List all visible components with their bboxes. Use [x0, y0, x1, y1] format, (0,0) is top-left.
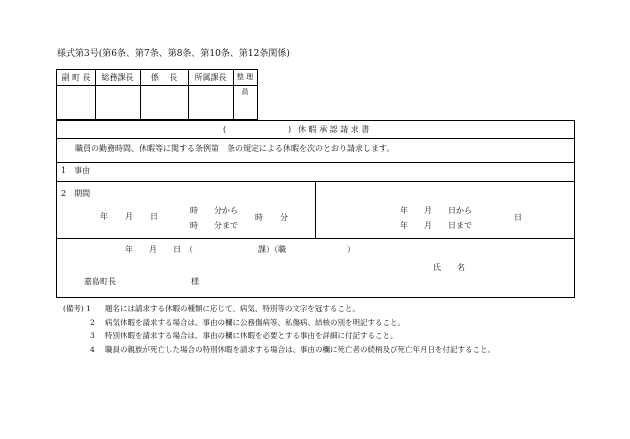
- period-year: 年: [100, 212, 108, 221]
- form-title: 休 暇 承 認 請 求 書: [298, 125, 370, 134]
- period-total-days: 日: [514, 213, 522, 222]
- title-close-paren: ): [288, 125, 292, 134]
- note-number: 3: [90, 331, 95, 340]
- form-divider: [56, 138, 575, 139]
- period-date-from: 年 月 日から: [400, 206, 472, 215]
- period-total-hours: 時: [255, 213, 263, 222]
- period-date-to: 年 月 日まで: [400, 221, 472, 230]
- signature-name-label: 氏 名: [433, 263, 465, 272]
- grid-divider: [57, 85, 257, 86]
- note-number: 2: [90, 318, 95, 327]
- period-time-to: 時 分まで: [190, 221, 238, 230]
- approval-header-clerk: 整 理 員: [236, 73, 254, 96]
- period-total-minutes: 分: [280, 213, 288, 222]
- note-number: 4: [90, 345, 95, 354]
- form-divider: [56, 238, 575, 239]
- period-day: 日: [150, 212, 158, 221]
- approval-grid: [56, 69, 258, 120]
- approval-header-deputy-mayor: 副 町 長: [61, 73, 91, 82]
- intro-text: 職員の勤務時間、休暇等に関する条例第 条の規定による休暇を次のとおり請求します。: [75, 144, 395, 153]
- period-label: 2 期間: [61, 189, 91, 198]
- period-divider: [315, 181, 316, 238]
- form-number: 様式第3号(第6条、第7条、第8条、第10条、第12条関係): [57, 49, 290, 59]
- note-item: 題名には請求する休暇の種類に応じて、病気、特別等の文字を冠すること。: [105, 304, 360, 313]
- note-item: 病気休暇を請求する場合は、事由の欄に公務傷病等、私傷病、結核の別を明記すること。: [105, 318, 405, 327]
- reason-label: 1 事由: [61, 166, 91, 175]
- period-month: 月: [125, 212, 133, 221]
- approval-header-chief: 係 長: [150, 73, 178, 82]
- note-item: 職員の親族が死亡した場合の特別休暇を請求する場合は、事由の欄に死亡者の続柄及び死亡年月日を付記すること。: [105, 345, 495, 354]
- approval-header-section-head: 所属課長: [194, 73, 227, 82]
- notes-heading: (備考) 1: [63, 304, 92, 313]
- note-item: 特別休暇を請求する場合は、事由の欄に休暇を必要とする事由を詳細に付記すること。: [105, 331, 398, 340]
- period-time-from: 時 分から: [190, 206, 238, 215]
- approval-header-general-affairs: 総務課長: [101, 73, 134, 82]
- signature-date: 年 月 日 （: [125, 245, 193, 254]
- signature-department: 課）（職: [258, 245, 286, 254]
- form-divider: [56, 162, 575, 163]
- signature-department-close: ）: [347, 245, 355, 254]
- addressee-honorific: 様: [191, 277, 199, 286]
- title-open-paren: (: [223, 125, 227, 134]
- addressee: 嘉島町長: [84, 277, 116, 286]
